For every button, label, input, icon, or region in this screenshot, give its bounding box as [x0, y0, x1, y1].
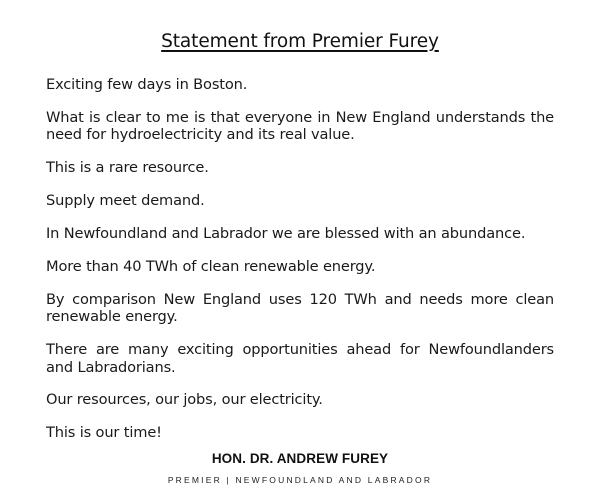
paragraph-supply-demand: Supply meet demand. [46, 192, 205, 210]
paragraph-comparison: By comparison New England uses 120 TWh and needs more clean renewable energy. [46, 290, 554, 326]
paragraph-hydroelectricity: What is clear to me is that everyone in New England understands the need for hydroelectricity and its real value. [46, 108, 554, 144]
paragraph-rare-resource: This is a rare resource. [46, 159, 209, 177]
signature-name: HON. DR. ANDREW FUREY [211, 451, 389, 466]
statement-body [46, 76, 554, 442]
paragraph-opportunities: There are many exciting opportunities ahead for Newfoundlanders and Labradorians. [46, 341, 554, 376]
statement-title: Statement from Premier Furey [161, 31, 439, 52]
paragraph-our-time: This is our time! [46, 424, 162, 442]
paragraph-resources: Our resources, our jobs, our electricity. [46, 391, 323, 409]
paragraph-abundance: In Newfoundland and Labrador we are blessed with an abundance. [46, 225, 526, 243]
paragraph-boston: Exciting few days in Boston. [46, 76, 248, 93]
paragraph-40-twh: More than 40 TWh of clean renewable energy. [46, 257, 376, 275]
signature-title: PREMIER | NEWFOUNDLAND AND LABRADOR [167, 475, 433, 485]
